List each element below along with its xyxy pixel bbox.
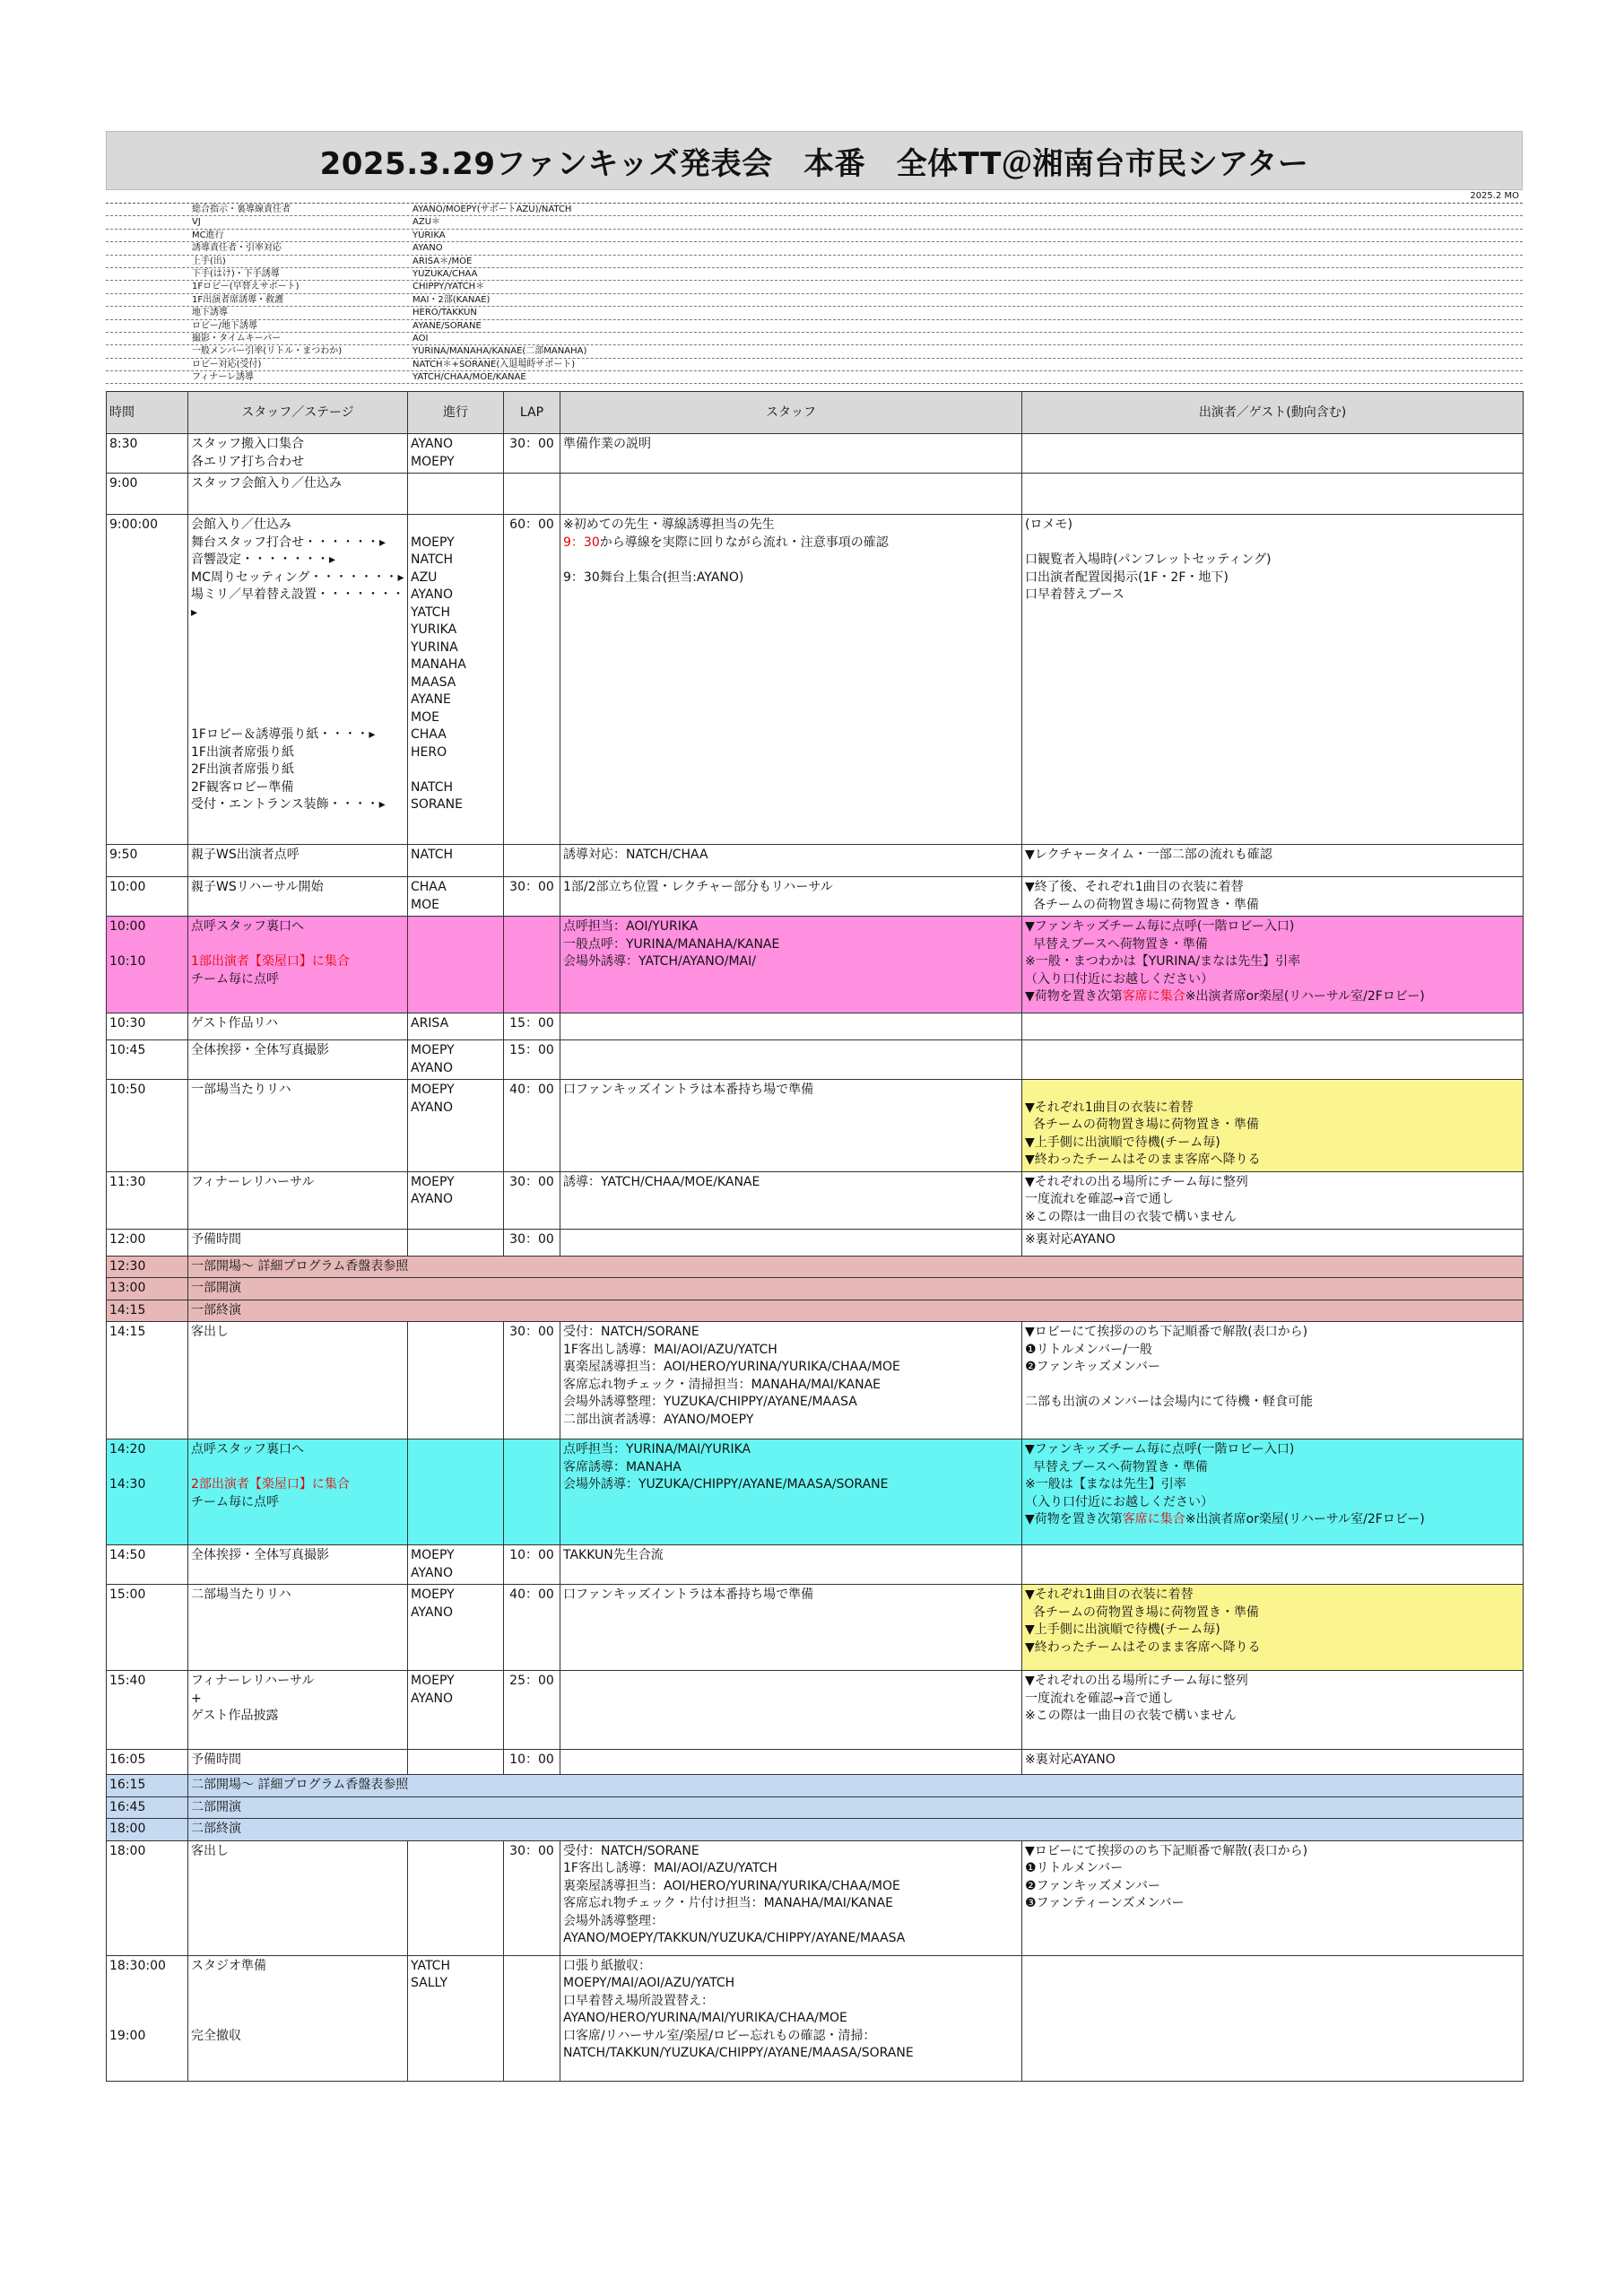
cell-progress	[408, 917, 504, 1013]
stage-text: チーム毎に点呼	[191, 971, 279, 987]
cell-staff: 準備作業の説明	[560, 434, 1022, 474]
table-header-row	[107, 392, 1524, 434]
cell-time: 15:40	[107, 1671, 188, 1750]
cell-progress	[408, 1439, 504, 1545]
cell-staff	[560, 1671, 1022, 1750]
role-label: 下手(はけ)・下手誘導	[192, 268, 280, 279]
cell-time: 18:00	[107, 1840, 188, 1955]
table-row	[107, 1775, 1524, 1797]
stage-text: 点呼スタッフ裏口へ	[191, 1442, 304, 1457]
cell-time: 15:00	[107, 1585, 188, 1671]
cast-text: ※出演者席or楽屋(リハーサル室/2Fロビー)	[1185, 1512, 1425, 1527]
role-row	[106, 333, 1523, 345]
cell-lap	[504, 917, 560, 1013]
cell-stage: 客出し	[188, 1322, 408, 1439]
role-label: 地下誘導	[192, 308, 228, 318]
table-row	[107, 1585, 1524, 1671]
role-row	[106, 268, 1523, 281]
table-row	[107, 1545, 1524, 1585]
cell-stage: 一部開演	[188, 1278, 1524, 1300]
cell-time: 16:05	[107, 1750, 188, 1775]
cell-lap: 60：00	[504, 515, 560, 845]
role-label: 一般メンバー引率(リトル・まつわか)	[192, 346, 343, 357]
cell-progress: MOEPY AYANO	[408, 1040, 504, 1080]
table-row	[107, 1439, 1524, 1545]
cell-progress	[408, 1229, 504, 1256]
cell-time: 12:00	[107, 1229, 188, 1256]
cell-cast: ▼ロビーにて挨拶ののち下記順番で解散(表口から) ❶リトルメンバー ❷ファンキッズメンバー ❸ファンティーンズメンバー	[1022, 1840, 1524, 1955]
role-names: YURINA/MANAHA/KANAE(二部MANAHA)	[413, 346, 587, 357]
cell-lap: 30：00	[504, 1840, 560, 1955]
cell-stage: 二部終演	[188, 1819, 1524, 1841]
table-row	[107, 434, 1524, 474]
cell-cast	[1022, 474, 1524, 515]
cell-lap	[504, 845, 560, 877]
table-row	[107, 1229, 1524, 1256]
cell-progress: MOEPY AYANO	[408, 1585, 504, 1671]
cell-lap	[504, 1439, 560, 1545]
role-names: YATCH/CHAA/MOE/KANAE	[413, 372, 526, 383]
table-row	[107, 1671, 1524, 1750]
cell-cast: ▼ロビーにて挨拶ののち下記順番で解散(表口から) ❶リトルメンバー/一般 ❷ファンキッズメンバー 二部も出演のメンバーは会場内にて待機・軽食可能	[1022, 1322, 1524, 1439]
cell-cast	[1022, 1955, 1524, 2081]
table-row	[107, 1171, 1524, 1229]
header-stage: スタッフ／ステージ	[188, 392, 408, 434]
cell-staff: 口ファンキッズイントラは本番持ち場で準備	[560, 1585, 1022, 1671]
cell-cast: ▼それぞれ1曲目の衣装に着替 各チームの荷物置き場に荷物置き・準備 ▼上手側に出演順で待機(チーム毎) ▼終わったチームはそのまま客席へ降りる	[1022, 1585, 1524, 1671]
cell-progress: ARISA	[408, 1013, 504, 1040]
cell-staff: 口張り紙撤収： MOEPY/MAI/AOI/AZU/YATCH 口早着替え場所設置替え： AYANO/HERO/YURINA/MAI/YURIKA/CHAA/MOE 口客席/リハーサル室/楽屋/ロビー忘れもの確認・清掃： NATCH/TAKKUN/YUZUKA/CHIPPY/AYANE/MAASA/SORANE	[560, 1955, 1022, 2081]
cell-staff	[560, 1229, 1022, 1256]
cell-cast	[1022, 1013, 1524, 1040]
staff-note: ※初めての先生・導線誘導担当の先生	[563, 517, 775, 533]
role-label: ロビー/地下誘導	[192, 320, 257, 331]
cell-stage: 一部終演	[188, 1300, 1524, 1322]
role-label: 誘導責任者・引率対応	[192, 243, 282, 254]
cell-cast	[1022, 434, 1524, 474]
cell-lap	[504, 474, 560, 515]
cast-text: ▼ファンキッズチーム毎に点呼(一階ロビー入口) 早替えブースへ荷物置き・準備 ※一般・まつわかは【YURINA/まなは先生】引率 （入り口付近にお越しください） ▼荷物を置き次第	[1025, 919, 1301, 1004]
role-label: 1F出演者席誘導・救護	[192, 294, 284, 305]
cell-time: 14:15	[107, 1322, 188, 1439]
table-row	[107, 1750, 1524, 1775]
cell-staff: 点呼担当：YURINA/MAI/YURIKA 客席誘導：MANAHA 会場外誘導：YUZUKA/CHIPPY/AYANE/MAASA/SORANE	[560, 1439, 1022, 1545]
table-row	[107, 1300, 1524, 1322]
role-names: CHIPPY/YATCH＊	[413, 282, 485, 292]
table-row	[107, 1819, 1524, 1841]
table-row	[107, 1955, 1524, 2081]
cell-progress: MOEPY AYANO	[408, 1671, 504, 1750]
cell-staff	[560, 474, 1022, 515]
table-row	[107, 1278, 1524, 1300]
document-page	[106, 131, 1523, 2082]
cell-cast: ▼終了後、それぞれ1曲目の衣装に着替 各チームの荷物置き場に荷物置き・準備	[1022, 877, 1524, 917]
cell-time: 18:00	[107, 1819, 188, 1841]
cell-stage: 全体挨拶・全体写真撮影	[188, 1040, 408, 1080]
cell-cast: ▼それぞれの出る場所にチーム毎に整列 一度流れを確認→音で通し ※この際は一曲目の衣装で構いません	[1022, 1171, 1524, 1229]
cell-cast: (ロメモ) 口観覧者入場時(パンフレットセッティング) 口出演者配置図掲示(1F・2F・地下) 口早着替えブース	[1022, 515, 1524, 845]
role-names: NATCH＊+SORANE(入退場時サポート)	[413, 359, 576, 370]
role-label: 撮影・タイムキーパー	[192, 333, 282, 344]
role-row	[106, 216, 1523, 229]
role-names: AOI	[413, 333, 429, 344]
cell-lap: 40：00	[504, 1585, 560, 1671]
cell-cast: ▼レクチャータイム・一部二部の流れも確認	[1022, 845, 1524, 877]
stage-text-highlight: 1部出演者【楽屋口】に集合	[191, 954, 350, 970]
role-names: AYANE/SORANE	[413, 320, 482, 331]
table-row	[107, 515, 1524, 845]
stage-text: チーム毎に点呼	[191, 1494, 279, 1509]
cell-staff: 1部/2部立ち位置・レクチャー部分もリハーサル	[560, 877, 1022, 917]
cell-staff: 受付：NATCH/SORANE 1F客出し誘導：MAI/AOI/AZU/YATCH 裏楽屋誘導担当：AOI/HERO/YURINA/YURIKA/CHAA/MOE 客席忘れ物チェック・片付け担当：MANAHA/MAI/KANAE 会場外誘導整理： AYANO/MOEPY/TAKKUN/YUZUKA/CHIPPY/AYANE/MAASA	[560, 1840, 1022, 1955]
cell-stage: 予備時間	[188, 1229, 408, 1256]
cell-progress: AYANO MOEPY	[408, 434, 504, 474]
cell-staff	[560, 1750, 1022, 1775]
cell-cast	[1022, 1439, 1524, 1545]
cell-progress: NATCH	[408, 845, 504, 877]
role-label: 上手(出)	[192, 256, 226, 266]
role-row	[106, 204, 1523, 216]
page-title: 2025.3.29ファンキッズ発表会 本番 全体TT＠湘南台市民シアター	[106, 131, 1523, 190]
cell-progress	[408, 474, 504, 515]
table-row	[107, 474, 1524, 515]
cell-lap: 30：00	[504, 434, 560, 474]
table-row	[107, 917, 1524, 1013]
timetable	[106, 391, 1524, 2082]
cell-stage: 親子WSリハーサル開始	[188, 877, 408, 917]
cell-stage: 二部場当たりリハ	[188, 1585, 408, 1671]
cell-time: 10:30	[107, 1013, 188, 1040]
cell-lap	[504, 1955, 560, 2081]
cell-time: 10:00 10:10	[107, 917, 188, 1013]
role-assignment-list	[106, 203, 1523, 384]
role-label: MC進行	[192, 230, 224, 240]
cell-cast	[1022, 917, 1524, 1013]
role-row	[106, 307, 1523, 319]
cell-lap: 10：00	[504, 1545, 560, 1585]
table-row	[107, 1840, 1524, 1955]
cell-stage: 二部開場～ 詳細プログラム香盤表参照	[188, 1775, 1524, 1797]
role-label: VJ	[192, 217, 201, 228]
cell-stage: 一部場当たりリハ	[188, 1080, 408, 1172]
cell-progress: MOEPY AYANO	[408, 1080, 504, 1172]
staff-note-highlight: 9：30	[563, 535, 600, 550]
role-row	[106, 256, 1523, 268]
cell-lap: 30：00	[504, 1171, 560, 1229]
cell-cast: ▼それぞれ1曲目の衣装に着替 各チームの荷物置き場に荷物置き・準備 ▼上手側に出演順で待機(チーム毎) ▼終わったチームはそのまま客席へ降りる	[1022, 1080, 1524, 1172]
cell-progress: CHAA MOE	[408, 877, 504, 917]
table-row	[107, 845, 1524, 877]
cell-time: 14:50	[107, 1545, 188, 1585]
staff-note: から導線を実際に回りながら流れ・注意事項の確認 9：30舞台上集合(担当:AYANO)	[563, 535, 889, 585]
header-staff: スタッフ	[560, 392, 1022, 434]
cell-cast: ※裏対応AYANO	[1022, 1229, 1524, 1256]
cell-cast	[1022, 1040, 1524, 1080]
header-cast: 出演者／ゲスト(動向含む)	[1022, 392, 1524, 434]
role-row	[106, 294, 1523, 307]
table-row	[107, 1796, 1524, 1819]
role-row	[106, 320, 1523, 333]
role-names: AYANO	[413, 243, 443, 254]
cast-text-highlight: 客席に集合	[1122, 1512, 1185, 1527]
cell-cast: ※裏対応AYANO	[1022, 1750, 1524, 1775]
role-row	[106, 281, 1523, 293]
cell-time: 8:30	[107, 434, 188, 474]
cell-lap: 15：00	[504, 1040, 560, 1080]
date-note: 2025.2 MO	[1470, 191, 1519, 201]
cell-stage: 親子WS出演者点呼	[188, 845, 408, 877]
cell-time: 9:00	[107, 474, 188, 515]
cell-lap: 30：00	[504, 1229, 560, 1256]
table-row	[107, 877, 1524, 917]
role-names: AYANO/MOEPY(サポートAZU)/NATCH	[413, 204, 572, 214]
table-row	[107, 1256, 1524, 1278]
table-row	[107, 1080, 1524, 1172]
cell-progress: MOEPY NATCH AZU AYANO YATCH YURIKA YURINA MANAHA MAASA AYANE MOE CHAA HERO NATCH SORANE	[408, 515, 504, 845]
cell-stage: フィナーレリハーサル + ゲスト作品披露	[188, 1671, 408, 1750]
cell-time: 11:30	[107, 1171, 188, 1229]
table-row	[107, 1040, 1524, 1080]
cell-progress	[408, 1322, 504, 1439]
role-names: YURIKA	[413, 230, 446, 240]
cell-staff: 受付：NATCH/SORANE 1F客出し誘導：MAI/AOI/AZU/YATCH 裏楽屋誘導担当：AOI/HERO/YURINA/YURIKA/CHAA/MOE 客席忘れ物チェック・清掃担当：MANAHA/MAI/KANAE 会場外誘導整理：YUZUKA/CHIPPY/AYANE/MAASA 二部出演者誘導：AYANO/MOEPY	[560, 1322, 1022, 1439]
cell-lap: 30：00	[504, 877, 560, 917]
cast-text: ※出演者席or楽屋(リハーサル室/2Fロビー)	[1185, 989, 1425, 1004]
role-row	[106, 242, 1523, 255]
role-row	[106, 371, 1523, 384]
cell-stage: スタッフ搬入口集合 各エリア打ち合わせ	[188, 434, 408, 474]
cell-staff	[560, 1013, 1022, 1040]
cell-staff: 誘導対応：NATCH/CHAA	[560, 845, 1022, 877]
cell-stage: フィナーレリハーサル	[188, 1171, 408, 1229]
cell-stage: 二部開演	[188, 1796, 1524, 1819]
cell-lap: 30：00	[504, 1322, 560, 1439]
cell-lap: 10：00	[504, 1750, 560, 1775]
header-progress: 進行	[408, 392, 504, 434]
cell-lap: 40：00	[504, 1080, 560, 1172]
role-names: AZU＊	[413, 217, 441, 228]
role-label: ロビー対応(受付)	[192, 359, 262, 370]
cell-staff: 誘導：YATCH/CHAA/MOE/KANAE	[560, 1171, 1022, 1229]
cell-stage: 全体挨拶・全体写真撮影	[188, 1545, 408, 1585]
role-label: 1Fロビー(早替えサポート)	[192, 282, 300, 292]
cell-lap: 25：00	[504, 1671, 560, 1750]
role-row	[106, 230, 1523, 242]
stage-text: 点呼スタッフ裏口へ	[191, 919, 304, 935]
cell-time: 10:45	[107, 1040, 188, 1080]
cell-stage: 一部開場～ 詳細プログラム香盤表参照	[188, 1256, 1524, 1278]
cell-time: 13:00	[107, 1278, 188, 1300]
cell-stage: ゲスト作品リハ	[188, 1013, 408, 1040]
cell-lap: 15：00	[504, 1013, 560, 1040]
cell-time: 18:30:00 19:00	[107, 1955, 188, 2081]
cell-progress: MOEPY AYANO	[408, 1171, 504, 1229]
cell-time: 16:45	[107, 1796, 188, 1819]
cell-stage	[188, 1439, 408, 1545]
cell-staff: 点呼担当：AOI/YURIKA 一般点呼：YURINA/MANAHA/KANAE 会場外誘導：YATCH/AYANO/MAI/	[560, 917, 1022, 1013]
cell-staff: TAKKUN先生合流	[560, 1545, 1022, 1585]
cell-time: 10:50	[107, 1080, 188, 1172]
cell-time: 14:20 14:30	[107, 1439, 188, 1545]
cell-stage	[188, 917, 408, 1013]
role-names: YUZUKA/CHAA	[413, 268, 478, 279]
role-row	[106, 359, 1523, 371]
cast-text: ▼ファンキッズチーム毎に点呼(一階ロビー入口) 早替えブースへ荷物置き・準備 ※一般は【まなは先生】引率 （入り口付近にお越しください） ▼荷物を置き次第	[1025, 1442, 1295, 1527]
role-label: 総合指示・裏導線責任者	[192, 204, 291, 214]
table-row	[107, 1013, 1524, 1040]
cell-progress	[408, 1750, 504, 1775]
cell-stage: スタッフ会館入り／仕込み	[188, 474, 408, 515]
role-names: MAI・2部(KANAE)	[413, 294, 491, 305]
cell-time: 16:15	[107, 1775, 188, 1797]
cell-time: 10:00	[107, 877, 188, 917]
cell-staff	[560, 1040, 1022, 1080]
cell-progress: MOEPY AYANO	[408, 1545, 504, 1585]
header-lap: LAP	[504, 392, 560, 434]
role-row	[106, 345, 1523, 358]
role-label: フィナーレ誘導	[192, 372, 254, 383]
cast-text-highlight: 客席に集合	[1122, 989, 1185, 1004]
cell-staff: 口ファンキッズイントラは本番持ち場で準備	[560, 1080, 1022, 1172]
cell-stage: 会館入り／仕込み 舞台スタッフ打合せ・・・・・・▸ 音響設定・・・・・・・▸ MC周りセッティング・・・・・・・▸ 場ミリ／早着替え設置・・・・・・・▸ 1Fロビー＆誘導張り紙・・・・▸ 1F出演者席張り紙 2F出演者席張り紙 2F観客ロビー準備 受付・エントランス装飾・・・・▸	[188, 515, 408, 845]
cell-stage: 予備時間	[188, 1750, 408, 1775]
header-time: 時間	[107, 392, 188, 434]
cell-time: 9:00:00	[107, 515, 188, 845]
stage-text-highlight: 2部出演者【楽屋口】に集合	[191, 1477, 350, 1492]
cell-progress	[408, 1840, 504, 1955]
cell-staff	[560, 515, 1022, 845]
cell-cast: ▼それぞれの出る場所にチーム毎に整列 一度流れを確認→音で通し ※この際は一曲目の衣装で構いません	[1022, 1671, 1524, 1750]
role-names: ARISA＊/MOE	[413, 256, 473, 266]
table-row	[107, 1322, 1524, 1439]
cell-progress: YATCH SALLY	[408, 1955, 504, 2081]
cell-time: 14:15	[107, 1300, 188, 1322]
role-names: HERO/TAKKUN	[413, 308, 477, 318]
cell-time: 12:30	[107, 1256, 188, 1278]
cell-stage: スタジオ準備 完全撤収	[188, 1955, 408, 2081]
cell-stage: 客出し	[188, 1840, 408, 1955]
cell-cast	[1022, 1545, 1524, 1585]
cell-time: 9:50	[107, 845, 188, 877]
